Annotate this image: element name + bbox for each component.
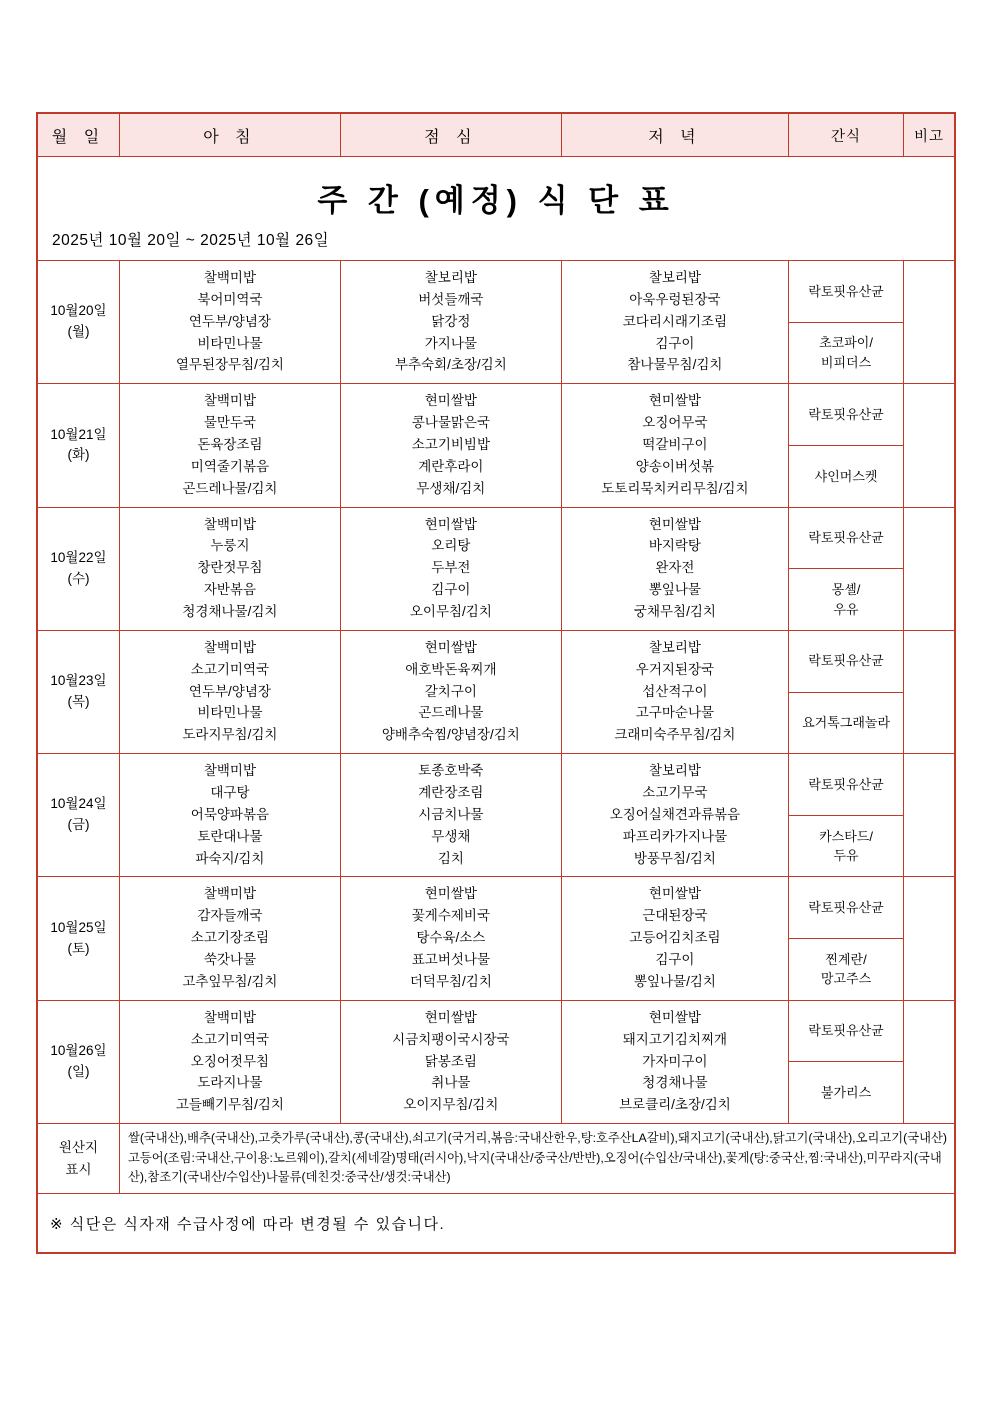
snack-cell-secondary <box>788 569 903 631</box>
snack-item: 비피더스 <box>820 354 872 370</box>
column-header-day: 월 일 <box>37 113 119 157</box>
snack-item: 락토핏유산균 <box>808 1023 884 1039</box>
date-range: 2025년 10월 20일 ~ 2025년 10월 26일 <box>52 232 330 249</box>
menu-item: 김치 <box>437 850 464 866</box>
snack-cell-secondary <box>788 939 903 1001</box>
menu-item: 무생채 <box>431 828 471 844</box>
menu-item: 참나물무침/김치 <box>627 357 723 373</box>
snack-cell-secondary <box>788 1062 903 1124</box>
menu-item: 김구이 <box>655 952 695 968</box>
menu-item: 비타민나물 <box>197 705 263 721</box>
menu-item: 궁채무침/김치 <box>633 604 716 620</box>
menu-item: 방풍무침/김치 <box>633 850 716 866</box>
menu-item: 돈육장조림 <box>197 437 263 453</box>
menu-item: 찰백미밥 <box>203 763 256 779</box>
menu-item: 감자들깨국 <box>197 908 263 924</box>
column-header-note: 비고 <box>904 113 955 157</box>
menu-item: 파숙지/김치 <box>195 850 265 866</box>
date-range-cell <box>37 224 955 261</box>
day-cell <box>37 754 119 877</box>
snack-item: 우유 <box>833 601 859 617</box>
day-date: 10월20일 <box>50 303 107 319</box>
menu-item: 완자전 <box>655 560 695 576</box>
snack-cell-secondary <box>788 445 903 507</box>
origin-label-line: 원산지 <box>58 1140 99 1156</box>
menu-item: 버섯들깨국 <box>418 291 484 307</box>
snack-item: 락토핏유산균 <box>808 283 884 299</box>
menu-item: 시금치나물 <box>418 806 484 822</box>
menu-item: 현미쌀밥 <box>648 516 701 532</box>
menu-item: 무생채/김치 <box>416 480 486 496</box>
table-row <box>37 630 955 692</box>
note-cell <box>904 630 955 753</box>
menu-item: 아욱우렁된장국 <box>629 291 721 307</box>
menu-item: 탕수육/소스 <box>416 930 486 946</box>
column-header-lunch: 점 심 <box>340 113 561 157</box>
menu-item: 더덕무침/김치 <box>409 973 492 989</box>
origin-label-cell <box>37 1124 119 1194</box>
menu-item: 고추잎무침/김치 <box>182 973 278 989</box>
breakfast-cell <box>119 261 340 384</box>
day-date: 10월25일 <box>50 919 107 935</box>
column-header-snack: 간식 <box>788 113 903 157</box>
menu-item: 파프리카가지나물 <box>622 828 728 844</box>
menu-item: 누룽지 <box>210 538 250 554</box>
origin-text: 쌀(국내산),배추(국내산),고춧가루(국내산),콩(국내산),쇠고기(국거리,볶음:국내산한우,탕:호주산LA갈비),돼지고기(국내산),닭고기(국내산),오리고기(국내산)고등어(조림:국내산,구이용:노르웨이),갈치(세네갈)명태(러시아),낙지(국내산/중국산/반반),오징어(수입산/국내산),꽃게(탕:중국산,찜:국내산),미꾸라지(국내산),참조기(국내산/수입산)나물류(데친것:중국산/생것:국내산) <box>119 1124 955 1194</box>
menu-item: 두부전 <box>431 560 471 576</box>
table-row <box>37 877 955 939</box>
menu-item: 토란대나물 <box>197 828 263 844</box>
breakfast-cell <box>119 754 340 877</box>
menu-item: 연두부/양념장 <box>188 683 271 699</box>
snack-item: 몽셸/ <box>831 582 861 598</box>
menu-item: 섭산적구이 <box>642 683 708 699</box>
day-date: 10월22일 <box>50 549 107 565</box>
menu-item: 현미쌀밥 <box>648 1009 701 1025</box>
menu-item: 코다리시래기조림 <box>622 313 728 329</box>
footnote-text: ※ 식단은 식자재 수급사정에 따라 변경될 수 있습니다. <box>37 1194 955 1254</box>
menu-item: 양배추숙찜/양념장/김치 <box>381 727 520 743</box>
breakfast-cell <box>119 630 340 753</box>
snack-cell-primary <box>788 384 903 446</box>
table-header <box>37 113 955 157</box>
breakfast-cell <box>119 384 340 507</box>
lunch-cell <box>340 630 561 753</box>
menu-item: 열무된장무침/김치 <box>175 357 284 373</box>
snack-item: 락토핏유산균 <box>808 530 884 546</box>
menu-item: 고구마순나물 <box>635 705 715 721</box>
menu-item: 콩나물맑은국 <box>411 415 490 431</box>
breakfast-cell <box>119 877 340 1000</box>
menu-item: 근대된장국 <box>642 908 708 924</box>
menu-item: 고들빼기무침/김치 <box>175 1097 284 1113</box>
lunch-cell <box>340 1000 561 1123</box>
snack-item: 불가리스 <box>820 1085 872 1100</box>
menu-item: 오리탕 <box>431 538 471 554</box>
menu-item: 오이지무침/김치 <box>403 1097 499 1113</box>
menu-item: 도라지무침/김치 <box>182 727 278 743</box>
menu-item: 현미쌀밥 <box>424 886 477 902</box>
day-cell <box>37 507 119 630</box>
menu-item: 현미쌀밥 <box>424 516 477 532</box>
day-weekday: (토) <box>67 940 90 956</box>
day-date: 10월26일 <box>50 1043 107 1058</box>
menu-item: 가자미구이 <box>642 1053 708 1069</box>
menu-item: 북어미역국 <box>197 291 263 307</box>
day-cell <box>37 261 119 384</box>
dinner-cell <box>561 384 788 507</box>
dinner-cell <box>561 1000 788 1123</box>
snack-item: 락토핏유산균 <box>808 776 884 792</box>
snack-cell-primary <box>788 754 903 816</box>
lunch-cell <box>340 261 561 384</box>
menu-item: 연두부/양념장 <box>188 313 271 329</box>
menu-item: 현미쌀밥 <box>648 886 701 902</box>
menu-item: 애호박돈육찌개 <box>405 661 497 677</box>
menu-item: 브로클리/초장/김치 <box>618 1097 731 1113</box>
menu-item: 계란장조림 <box>418 785 484 801</box>
snack-item: 락토핏유산균 <box>808 653 884 669</box>
snack-item: 찐계란/ <box>825 951 867 967</box>
dinner-cell <box>561 877 788 1000</box>
column-header-breakfast: 아 침 <box>119 113 340 157</box>
snack-cell-primary <box>788 630 903 692</box>
snack-cell-secondary <box>788 322 903 384</box>
menu-item: 자반볶음 <box>203 582 256 598</box>
menu-item: 미역줄기볶음 <box>190 458 270 474</box>
menu-item: 양송이버섯볶 <box>635 458 715 474</box>
table-body <box>37 261 955 1254</box>
menu-item: 찰백미밥 <box>203 886 256 902</box>
snack-item: 카스타드/ <box>819 828 873 844</box>
menu-item: 크래미숙주무침/김치 <box>614 727 736 743</box>
day-weekday: (수) <box>67 570 90 586</box>
weekly-menu-table <box>36 112 956 1254</box>
snack-item: 초코파이/ <box>819 335 873 351</box>
breakfast-cell <box>119 1000 340 1123</box>
note-cell <box>904 877 955 1000</box>
day-cell <box>37 384 119 507</box>
page-title: 주 간 (예정) 식 단 표 <box>317 183 675 218</box>
day-weekday: (목) <box>67 694 90 710</box>
snack-cell-primary <box>788 507 903 569</box>
day-weekday: (화) <box>67 447 90 463</box>
menu-item: 오징어실채견과류볶음 <box>609 806 741 822</box>
note-cell <box>904 261 955 384</box>
table-row <box>37 507 955 569</box>
day-cell <box>37 630 119 753</box>
menu-item: 계란후라이 <box>418 458 484 474</box>
snack-cell-primary <box>788 877 903 939</box>
menu-item: 도라지나물 <box>197 1075 263 1091</box>
menu-item: 청경채나물/김치 <box>182 604 278 620</box>
menu-item: 찰보리밥 <box>648 270 701 285</box>
snack-cell-primary <box>788 1000 903 1062</box>
menu-item: 닭봉조림 <box>424 1053 477 1069</box>
snack-item: 망고주스 <box>820 971 872 987</box>
menu-item: 표고버섯나물 <box>411 952 490 968</box>
menu-item: 바지락탕 <box>648 538 701 554</box>
snack-item: 샤인머스켓 <box>814 468 878 484</box>
menu-item: 부추숙회/초장/김치 <box>394 357 507 373</box>
dinner-cell <box>561 630 788 753</box>
menu-item: 시금치팽이국시장국 <box>392 1031 510 1047</box>
menu-item: 현미쌀밥 <box>424 393 477 409</box>
day-weekday: (일) <box>67 1063 90 1079</box>
menu-item: 소고기미역국 <box>190 661 270 677</box>
note-cell <box>904 507 955 630</box>
menu-item: 찰보리밥 <box>648 763 701 779</box>
menu-item: 갈치구이 <box>424 683 477 699</box>
dinner-cell <box>561 754 788 877</box>
menu-item: 토종호박죽 <box>418 763 484 779</box>
menu-item: 찰백미밥 <box>203 270 256 285</box>
lunch-cell <box>340 507 561 630</box>
menu-item: 소고기장조림 <box>190 930 270 946</box>
menu-item: 오징어젓무침 <box>190 1053 270 1069</box>
table-row <box>37 261 955 323</box>
note-cell <box>904 384 955 507</box>
menu-item: 떡갈비구이 <box>642 437 708 453</box>
menu-item: 취나물 <box>431 1075 471 1091</box>
menu-item: 소고기비빔밥 <box>411 437 490 453</box>
menu-item: 찰백미밥 <box>203 639 256 655</box>
menu-item: 오이무침/김치 <box>409 604 492 620</box>
menu-item: 우거지된장국 <box>635 661 715 677</box>
day-date: 10월24일 <box>50 796 107 812</box>
menu-item: 오징어무국 <box>642 415 708 431</box>
column-header-dinner: 저 녁 <box>561 113 788 157</box>
origin-label-line: 표시 <box>65 1161 92 1177</box>
table-row <box>37 1000 955 1062</box>
day-cell <box>37 877 119 1000</box>
menu-item: 비타민나물 <box>197 335 263 351</box>
menu-item: 뽕잎나물 <box>648 582 701 598</box>
note-cell <box>904 1000 955 1123</box>
menu-item: 꽃게수제비국 <box>411 908 490 924</box>
breakfast-cell <box>119 507 340 630</box>
menu-item: 창란젓무침 <box>197 560 263 576</box>
document-title-cell <box>37 157 955 225</box>
menu-item: 소고기무국 <box>642 785 708 801</box>
dinner-cell <box>561 261 788 384</box>
table-row <box>37 754 955 816</box>
menu-item: 곤드레나물 <box>418 705 484 721</box>
menu-item: 돼지고기김치찌개 <box>622 1031 728 1047</box>
menu-item: 현미쌀밥 <box>648 393 701 409</box>
menu-item: 닭강정 <box>431 313 471 329</box>
menu-item: 찰백미밥 <box>203 1009 256 1025</box>
menu-item: 도토리묵치커리무침/김치 <box>601 480 749 496</box>
day-date: 10월23일 <box>50 673 107 689</box>
menu-item: 쑥갓나물 <box>203 952 256 968</box>
table-row <box>37 384 955 446</box>
snack-cell-secondary <box>788 815 903 877</box>
menu-item: 김구이 <box>431 582 471 598</box>
menu-item: 찰보리밥 <box>424 270 477 285</box>
menu-item: 찰백미밥 <box>203 516 256 532</box>
menu-item: 찰백미밥 <box>203 393 256 409</box>
snack-item: 요거톡그래놀라 <box>802 715 890 731</box>
snack-item: 두유 <box>833 848 859 864</box>
lunch-cell <box>340 384 561 507</box>
day-weekday: (월) <box>67 324 90 340</box>
menu-item: 어묵양파볶음 <box>190 806 270 822</box>
menu-item: 가지나물 <box>424 335 477 351</box>
footnote-row <box>37 1194 955 1254</box>
day-date: 10월21일 <box>50 426 107 442</box>
snack-cell-primary <box>788 261 903 323</box>
menu-item: 소고기미역국 <box>190 1031 270 1047</box>
lunch-cell <box>340 754 561 877</box>
menu-item: 대구탕 <box>210 785 250 801</box>
menu-item: 찰보리밥 <box>648 639 701 655</box>
dinner-cell <box>561 507 788 630</box>
menu-item: 물만두국 <box>203 415 256 431</box>
day-weekday: (금) <box>67 817 90 833</box>
snack-item: 락토핏유산균 <box>808 900 884 916</box>
menu-item: 김구이 <box>655 335 695 351</box>
day-cell <box>37 1000 119 1123</box>
origin-row <box>37 1124 955 1194</box>
menu-item: 현미쌀밥 <box>424 639 477 655</box>
menu-item: 뽕잎나물/김치 <box>633 973 716 989</box>
menu-item: 현미쌀밥 <box>424 1009 477 1025</box>
menu-item: 곤드레나물/김치 <box>182 480 278 496</box>
menu-item: 고등어김치조림 <box>629 930 721 946</box>
snack-cell-secondary <box>788 692 903 754</box>
menu-item: 청경채나물 <box>642 1075 708 1091</box>
snack-item: 락토핏유산균 <box>808 406 884 422</box>
note-cell <box>904 754 955 877</box>
lunch-cell <box>340 877 561 1000</box>
